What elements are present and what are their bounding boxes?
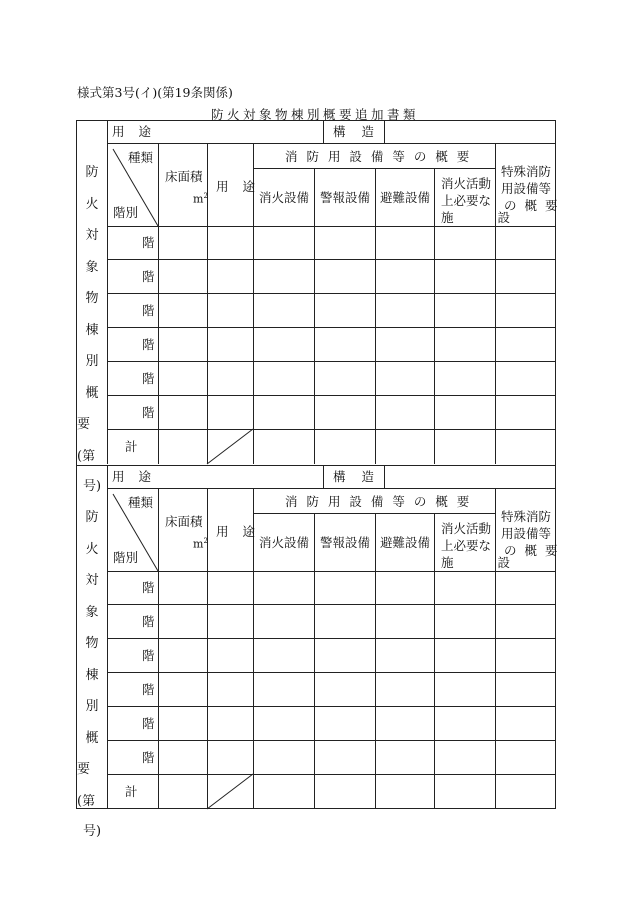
side-label-char: 火 bbox=[85, 196, 99, 212]
special-label-3: の 概 要 bbox=[504, 543, 560, 558]
side-label-char: 要(第 bbox=[77, 417, 96, 464]
side-label-char: 号) bbox=[82, 823, 102, 839]
side-label-char: 棟 bbox=[85, 667, 99, 683]
side-label-char: 物 bbox=[85, 636, 99, 651]
kind-label: 種類 bbox=[128, 150, 154, 165]
form-title: 防火対象物棟別概要追加書類 bbox=[210, 107, 419, 122]
side-label-char: 象 bbox=[85, 604, 99, 620]
floor-label: 階 bbox=[142, 648, 155, 663]
special-label-1: 特殊消防 bbox=[501, 164, 552, 179]
usage-label: 用 途 bbox=[112, 469, 156, 484]
side-label-char: 防 bbox=[85, 165, 99, 180]
side-label-char: 要(第 bbox=[77, 762, 96, 809]
alarm-label: 警報設備 bbox=[320, 535, 371, 550]
side-label-char: 象 bbox=[85, 259, 99, 275]
firefighting-label-3: 施 設 bbox=[441, 210, 530, 225]
usage-col-label: 用 途 bbox=[216, 179, 260, 194]
side-label-char: 別 bbox=[85, 354, 99, 369]
usage-label: 用 途 bbox=[112, 124, 156, 139]
firefighting-label-2: 上必要な bbox=[441, 538, 492, 553]
side-label bbox=[77, 502, 107, 847]
total-diagonal bbox=[207, 429, 253, 464]
side-label-char: 防 bbox=[85, 510, 99, 525]
evacuation-label: 避難設備 bbox=[380, 190, 431, 205]
section-2 bbox=[77, 465, 560, 839]
floor-label: 階 bbox=[142, 716, 155, 731]
fire-equipment-header: 消 防 用 設 備 等 の 概 要 bbox=[285, 149, 472, 164]
special-label-2: 用設備等 bbox=[501, 181, 552, 196]
floor-area-label: 床面積 bbox=[165, 514, 203, 529]
floor-label: 階 bbox=[142, 371, 155, 386]
floor-label: 階 bbox=[142, 235, 155, 250]
total-label: 計 bbox=[125, 439, 138, 454]
floor-label: 階 bbox=[142, 614, 155, 629]
special-label-3: の 概 要 bbox=[504, 198, 560, 213]
firefighting-label-2: 上必要な bbox=[441, 193, 492, 208]
form-number: 様式第3号(イ)(第19条関係) bbox=[77, 85, 233, 100]
side-label bbox=[77, 157, 107, 502]
area-unit-label: $m^2$ bbox=[193, 537, 208, 551]
side-label-char: 棟 bbox=[85, 322, 99, 338]
structure-label: 構 造 bbox=[333, 469, 380, 484]
structure-label: 構 造 bbox=[333, 124, 380, 139]
kind-label: 種類 bbox=[128, 495, 154, 510]
section-1 bbox=[77, 121, 560, 494]
special-label-2: 用設備等 bbox=[501, 526, 552, 541]
side-label-char: 別 bbox=[85, 699, 99, 714]
extinguishing-label: 消火設備 bbox=[259, 535, 310, 550]
side-label-char: 火 bbox=[85, 541, 99, 557]
special-label-1: 特殊消防 bbox=[501, 509, 552, 524]
side-label-char: 概 bbox=[85, 730, 99, 746]
side-label-char: 号) bbox=[82, 478, 102, 494]
floor-sep-label: 階別 bbox=[113, 205, 139, 220]
floor-label: 階 bbox=[142, 269, 155, 284]
total-label: 計 bbox=[125, 784, 138, 799]
area-unit-label: $m^2$ bbox=[193, 192, 208, 206]
side-label-char: 対 bbox=[85, 573, 99, 588]
floor-area-label: 床面積 bbox=[165, 169, 203, 184]
side-label-char: 概 bbox=[85, 385, 99, 401]
firefighting-label-1: 消火活動 bbox=[441, 176, 492, 191]
side-label-char: 物 bbox=[85, 291, 99, 306]
fire-equipment-header: 消 防 用 設 備 等 の 概 要 bbox=[285, 494, 472, 509]
floor-sep-label: 階別 bbox=[113, 550, 139, 565]
floor-label: 階 bbox=[142, 682, 155, 697]
floor-label: 階 bbox=[142, 580, 155, 595]
usage-col-label: 用 途 bbox=[216, 524, 260, 539]
extinguishing-label: 消火設備 bbox=[259, 190, 310, 205]
floor-label: 階 bbox=[142, 303, 155, 318]
floor-label: 階 bbox=[142, 750, 155, 765]
side-label-char: 対 bbox=[85, 228, 99, 243]
firefighting-label-1: 消火活動 bbox=[441, 521, 492, 536]
floor-label: 階 bbox=[142, 337, 155, 352]
alarm-label: 警報設備 bbox=[320, 190, 371, 205]
firefighting-label-3: 施 設 bbox=[441, 555, 530, 570]
form-sheet bbox=[76, 120, 560, 839]
floor-label: 階 bbox=[142, 405, 155, 420]
total-diagonal bbox=[207, 774, 253, 809]
evacuation-label: 避難設備 bbox=[380, 535, 431, 550]
